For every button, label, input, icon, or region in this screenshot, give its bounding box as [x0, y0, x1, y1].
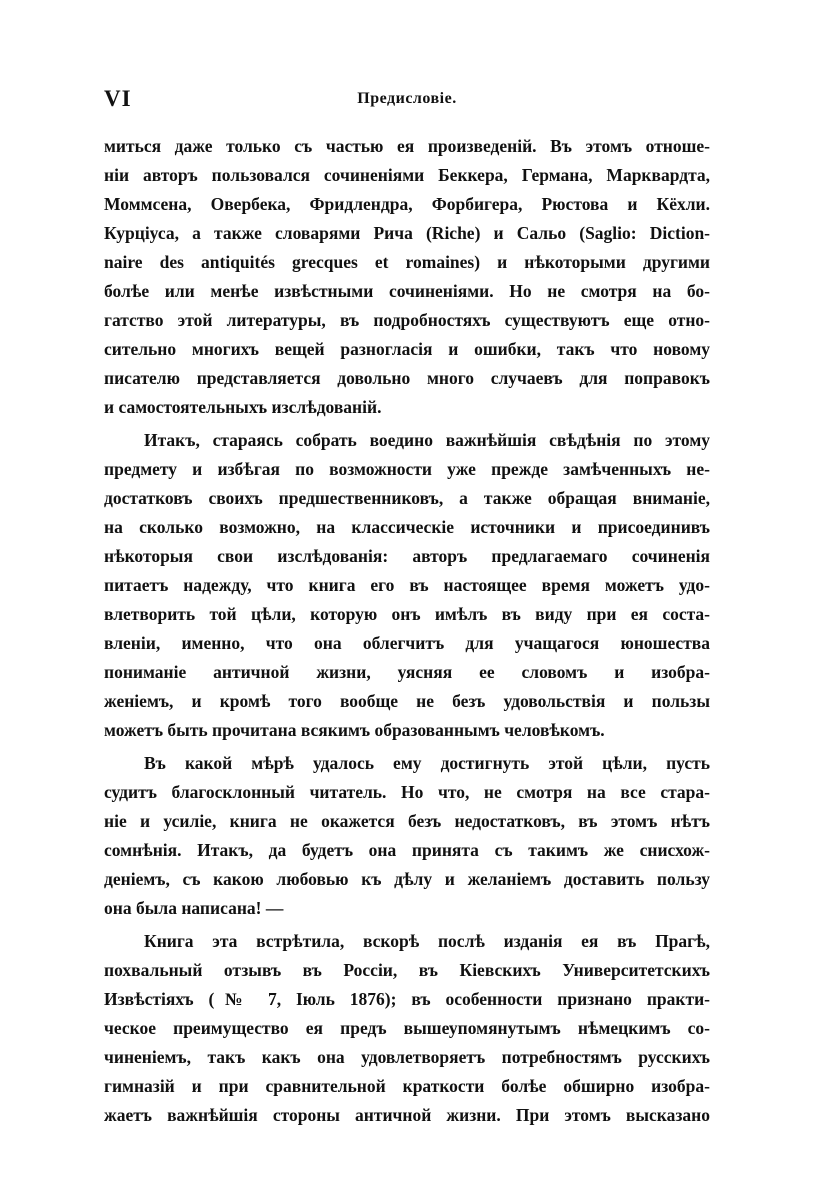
- body-text: [104, 132, 710, 1130]
- page-number: VI: [104, 86, 132, 111]
- text-line: влетворить той цѣли, которую онъ имѣлъ въ виду при ея соста-: [104, 604, 710, 624]
- text-line: питаетъ надежду, что книга его въ настоящее время можетъ удо-: [104, 575, 710, 595]
- text-line: гимназій и при сравнительной краткости болѣе обширно изобра-: [104, 1076, 710, 1096]
- text-line: нѣкоторыя свои изслѣдованія: авторъ предлагаемаго сочиненія: [104, 546, 710, 566]
- text-line: и самостоятельныхъ изслѣдованій.: [104, 397, 382, 417]
- running-title: Предисловіе.: [357, 90, 457, 107]
- text-line: чиненіемъ, такъ какъ она удовлетворяетъ потребностямъ русскихъ: [104, 1047, 710, 1067]
- text-line: болѣе или менѣе извѣстными сочиненіями. Но не смотря на бо-: [104, 281, 710, 301]
- text-line: достатковъ своихъ предшественниковъ, а также обращая вниманіе,: [104, 488, 710, 508]
- text-line: судитъ благосклонный читатель. Но что, не смотря на все стара-: [104, 782, 710, 802]
- text-line: женіемъ, и кромѣ того вообще не безъ удовольствія и пользы: [104, 691, 710, 711]
- text-line: миться даже только съ частью ея произведеній. Въ этомъ отноше-: [104, 136, 710, 156]
- text-line: сительно многихъ вещей разногласія и ошибки, такъ что новому: [104, 339, 710, 359]
- text-line: ніе и усиліе, книга не окажется безъ недостатковъ, въ этомъ нѣтъ: [104, 811, 710, 831]
- text-line: Итакъ, стараясь собрать воедино важнѣйшія свѣдѣнія по этому: [144, 430, 710, 450]
- text-line: вленіи, именно, что она облегчитъ для учащагося юношества: [104, 633, 710, 653]
- text-line: жаетъ важнѣйшія стороны античной жизни. При этомъ высказано: [104, 1105, 710, 1125]
- text-line: пониманіе античной жизни, уясняя ее словомъ и изобра-: [104, 662, 710, 682]
- text-line: Извѣстіяхъ (№ 7, Іюль 1876); въ особенности признано практи-: [104, 989, 710, 1009]
- paragraph-3: [104, 749, 710, 923]
- text-line: сомнѣнія. Итакъ, да будетъ она принята съ такимъ же снисхож-: [104, 840, 710, 860]
- paragraph-1: [104, 132, 710, 422]
- text-line: похвальный отзывъ въ Россіи, въ Кіевскихъ Университетскихъ: [104, 960, 710, 980]
- text-line: гатство этой литературы, въ подробностяхъ существуютъ еще отно-: [104, 310, 710, 330]
- text-line: Книга эта встрѣтила, вскорѣ послѣ изданія ея въ Прагѣ,: [144, 931, 710, 951]
- text-line: Въ какой мѣрѣ удалось ему достигнуть этой цѣли, пусть: [144, 753, 710, 773]
- text-line: naire des antiquités grecques et romaines) и нѣкоторыми другими: [104, 252, 710, 272]
- page-header: [104, 86, 710, 116]
- text-line: она была написана! —: [104, 898, 284, 918]
- text-line: предмету и избѣгая по возможности уже прежде замѣченныхъ не-: [104, 459, 710, 479]
- text-line: ніи авторъ пользовался сочиненіями Беккера, Германа, Марквардта,: [104, 165, 710, 185]
- text-line: на сколько возможно, на классическіе источники и присоединивъ: [104, 517, 710, 537]
- text-line: писателю представляется довольно много случаевъ для поправокъ: [104, 368, 710, 388]
- text-line: Моммсена, Овербека, Фридлендра, Форбигера, Рюстова и Кёхли.: [104, 194, 710, 214]
- paragraph-4: [104, 927, 710, 1130]
- text-line: Курціуса, а также словарями Рича (Riche) и Сальо (Saglio: Diction-: [104, 223, 710, 243]
- text-line: ческое преимущество ея предъ вышеупомянутымъ нѣмецкимъ со-: [104, 1018, 710, 1038]
- text-line: можетъ быть прочитана всякимъ образованнымъ человѣкомъ.: [104, 720, 605, 740]
- paragraph-2: [104, 426, 710, 745]
- text-line: деніемъ, съ какою любовью къ дѣлу и желаніемъ доставить пользу: [104, 869, 710, 889]
